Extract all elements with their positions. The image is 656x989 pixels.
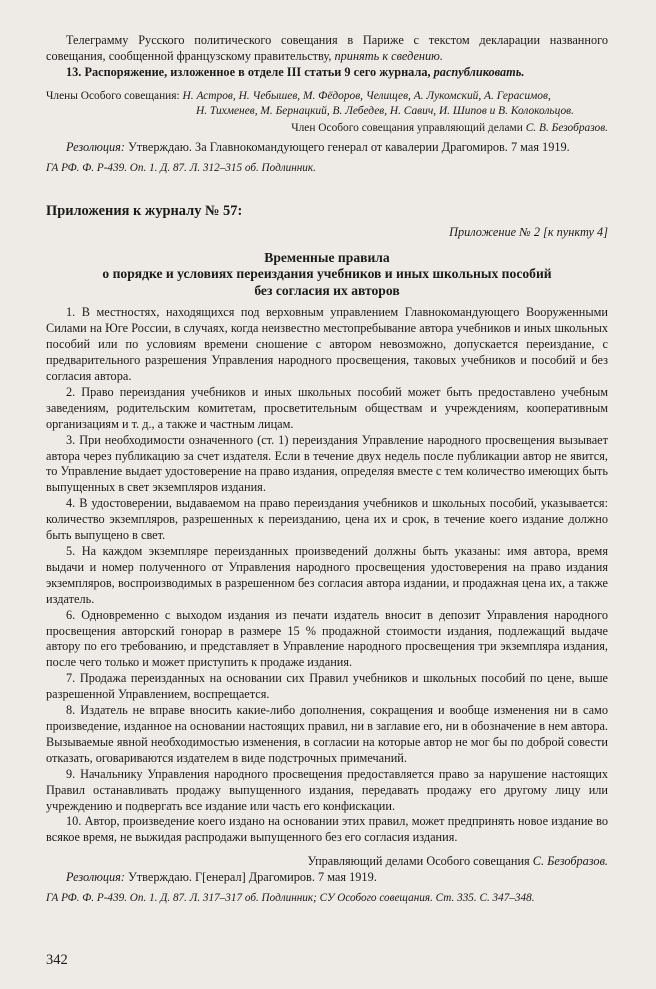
members-block (46, 89, 608, 137)
rule-paragraph: 5. На каждом экземпляре переизданных произведений должны быть указаны: имя автора, время выдачи и номер полученного от Управления народного просвещения удостоверения на право издания экземпляров, воспроизводимых в разрешенном без согласия автора издании, и продажная цена их, а также издатель. (46, 544, 608, 606)
appendix-heading: Приложения к журналу № 57: (46, 202, 243, 219)
item-13 (46, 65, 608, 81)
telegram-text: Телеграмму Русского политического совещания в Париже с текстом декларации названного совещания, сообщенной французскому правительству, (46, 33, 608, 63)
rule-paragraph: 3. При необходимости означенного (ст. 1) переиздания Управление народного просвещения вызывает автора через публикацию за счет издателя. Если в течение двух недель после публикации автор не явится, то Управление выдает удостоверение на право издания, определяя вместе с тем количество имеющих быть выпущенных в свет экземпляров издания. (46, 432, 608, 495)
resolution-1-text: Утверждаю. За Главнокомандующего генерал от кавалерии Драгомиров. 7 мая 1919. (128, 140, 570, 155)
signature-name: С. Безобразов. (532, 854, 608, 869)
rules-title-line-3: без согласия их авторов (254, 282, 400, 298)
resolution-2-label: Резолюция: (66, 870, 125, 885)
rule-paragraph: 4. В удостоверении, выдаваемом на право переиздания учебников и школьных пособий, указывается: количество экземпляров, разрешенных к переизданию, цена их и срок, в течение коего издание должно быть выпущено в свет. (46, 496, 608, 543)
rule-paragraph: 7. Продажа переизданных на основании сих Правил учебников и школьных пособий по цене, выше разрешенной Управлением, воспрещается. (46, 671, 608, 702)
item-13-text: 13. Распоряжение, изложенное в отделе III статьи 9 сего журнала, (66, 64, 431, 79)
members-line-2: Н. Тихменев, М. Бернацкий, В. Лебедев, Н. Савич, И. Шипов и В. Колокольцов. (196, 104, 574, 117)
page-number: 342 (46, 952, 68, 968)
item-13-decision: распубликовать. (433, 64, 525, 79)
rule-paragraph: 6. Одновременно с выходом издания из печати издатель вносит в депозит Управления народного просвещения авторский гонорар в размере 15 % продажной стоимости издания, подлежащий выдаче автору по его требованию, и представляет в Управление народного просвещения три экземпляра издания, после чего только и может приступить к продаже издания. (46, 607, 608, 670)
resolution-2 (46, 870, 608, 886)
signature-label: Управляющий делами Особого совещания (307, 854, 530, 869)
signature (46, 854, 608, 870)
secretary-label: Член Особого совещания управляющий делами (291, 122, 523, 135)
archive-ref-2: ГА РФ. Ф. Р-439. Оп. 1. Д. 87. Л. 317–317 об. Подлинник; СУ Особого совещания. Ст. 335. С. 347–348. (46, 892, 535, 905)
archive-ref-1: ГА РФ. Ф. Р-439. Оп. 1. Д. 87. Л. 312–315 об. Подлинник. (46, 162, 316, 175)
telegram-decision: принять к сведению. (334, 48, 443, 63)
rule-paragraph: 9. Начальнику Управления народного просвещения предоставляется право за нарушение настоящих Правил останавливать продажу выпущенного издания, передавать продажу его другому лицу или учреждению и подвергать все издание или часть его конфискации. (46, 766, 608, 813)
members-line-1: Н. Астров, Н. Чебышев, М. Фёдоров, Челищев, А. Лукомский, А. Герасимов, (182, 89, 551, 102)
rules-title-line-2: о порядке и условиях переиздания учебников и иных школьных пособий (102, 266, 552, 282)
secretary-name: С. В. Безобразов. (525, 122, 608, 135)
resolution-1 (46, 140, 608, 156)
appendix-note: Приложение № 2 [к пункту 4] (449, 224, 608, 239)
telegram-paragraph (46, 33, 608, 65)
rules-title-line-1: Временные правила (264, 249, 390, 265)
members-label: Члены Особого совещания: (46, 89, 180, 102)
rules-title (46, 250, 608, 300)
page-content (46, 33, 608, 906)
rule-paragraph: 2. Право переиздания учебников и иных школьных пособий может быть предоставлено учебным заведениям, родительским комитетам, просветительным обществам и учреждениям, кооперативным организациям и т. д., а также и частным лицам. (46, 384, 608, 431)
resolution-1-label: Резолюция: (66, 140, 125, 155)
resolution-2-text: Утверждаю. Г[енерал] Драгомиров. 7 мая 1919. (128, 870, 377, 885)
rule-paragraph: 10. Автор, произведение коего издано на основании этих правил, может предпринять новое издание во всякое время, не выжидая распродажи выпущенного без его согласия издания. (46, 814, 608, 845)
rules-list (46, 305, 608, 846)
rule-paragraph: 8. Издатель не вправе вносить какие-либо дополнения, сокращения и вообще изменения ни в само произведение, изданное на основании настоящих правил, ни в заглавие его, ни в обозначение в нем автора. Вызываемые явной необходимостью изменения, в согласии на которые автор не мог бы по доброй совести отказать, оговариваются издателем в виде подстрочных примечаний. (46, 703, 608, 765)
rule-paragraph: 1. В местностях, находящихся под верховным управлением Главнокомандующего Вооруженными Силами на Юге России, в случаях, когда неизвестно местопребывание автора учебников и иных школьных пособий или по условиям времени сношение с автором невозможно, допускается переиздание, с предварительного разрешения Управления народного просвещения, таковых учебников и пособий и без согласия автора. (46, 305, 608, 384)
